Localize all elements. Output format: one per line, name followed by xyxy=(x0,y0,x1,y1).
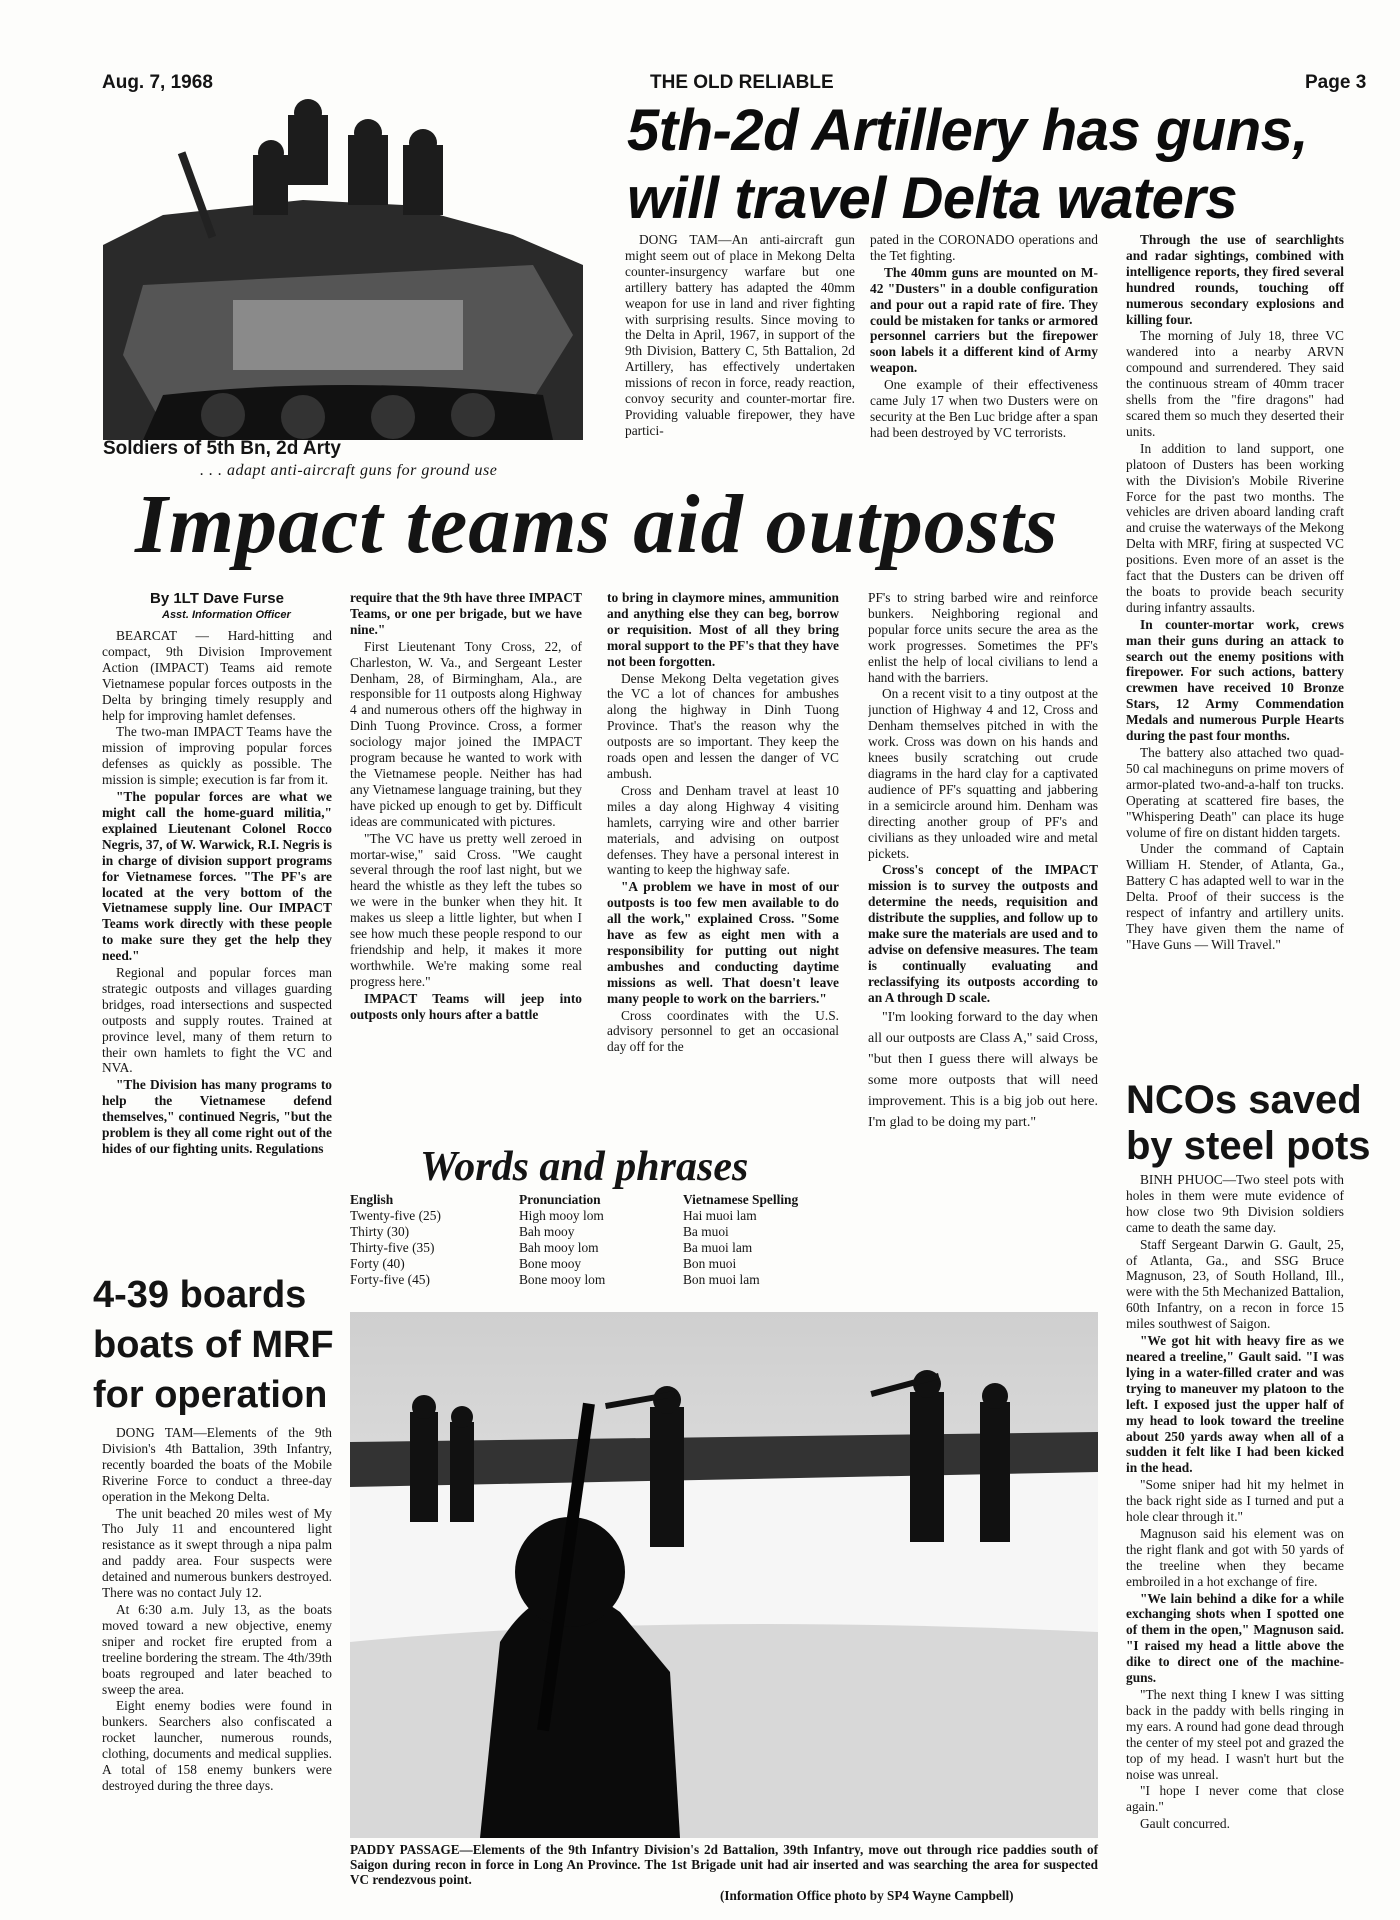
mrf-headline-1: 4-39 boards xyxy=(93,1274,307,1316)
words-cell: Bah mooy lom xyxy=(519,1239,599,1255)
artillery-headline-1: 5th-2d Artillery has guns, xyxy=(627,98,1308,163)
artillery-col3-bold: Through the use of searchlights and radar sightings, combined with intelligence reports, they fired several hundred rounds, touching off numerous secondary explosions and killing four. xyxy=(1126,232,1344,327)
words-cell: High mooy lom xyxy=(519,1207,604,1223)
words-cell: Hai muoi lam xyxy=(683,1207,757,1223)
nco-headline-2: by steel pots xyxy=(1126,1124,1371,1168)
mrf-body xyxy=(102,1425,332,1895)
impact-col4-a: PF's to string barbed wire and reinforce bunkers. Neighboring regional and popular force units secure the area as the work progresses. Sometimes the PF's enlist the help of local civilians to lend a hand with the barriers. xyxy=(868,590,1098,685)
nco-p5: Magnuson said his element was on the right flank and got with 50 yards of the treeline when they became embroiled in a hot exchange of fire. xyxy=(1126,1525,1344,1589)
nco-p1: BINH PHUOC—Two steel pots with holes in them were mute evidence of how close two 9th Division soldiers came to death the same day. xyxy=(1126,1172,1344,1235)
impact-col4-c: "I'm looking forward to the day when all our outposts are Class A," said Cross, "but then I guess there will always be some more outposts that will need improvement. This is a big job out here. I'm glad to be doing my part." xyxy=(868,1009,1098,1130)
artillery-col3-d: Under the command of Captain William H. Stender, of Atlanta, Ga., Battery C has adapted well to war in the Delta. Proof of their success is the respect of infantry and artillery units. They have given them the name of "Have Guns — Will Travel." xyxy=(1126,841,1344,952)
mrf-p2: The unit beached 20 miles west of My Tho July 11 and encountered light resistance as it swept through a nipa palm and paddy area. Four suspects were detained and numerous bunkers destroyed. There was no contact July 12. xyxy=(102,1505,332,1601)
words-cell: Bah mooy xyxy=(519,1223,575,1239)
impact-col3-bold2: "A problem we have in most of our outposts is too few men available to do all the work," explained Cross. "Some have as few as eight men with a responsibility for putting out night ambushes and conducting daytime missions as well. That doesn't leave many people to work on the barriers." xyxy=(607,879,839,1006)
impact-col2-bold: require that the 9th have three IMPACT Teams, or one per brigade, but we have nine." xyxy=(350,590,582,637)
artillery-col3-bold2: In counter-mortar work, crews man their guns during an attack to search out the enemy positions with firepower. For such actions, battery crewmen have received 10 Bronze Stars, 12 Army Commendation Medals and numerous Purple Hearts during the past four months. xyxy=(1126,616,1344,744)
words-row xyxy=(350,1256,812,1272)
nco-p4: "Some sniper had hit my helmet in the back right side as I turned and put a hole clear through it." xyxy=(1126,1477,1344,1525)
artillery-col1-text: DONG TAM—An anti-aircraft gun might seem out of place in Mekong Delta counter-insurgency warfare but one artillery battery has adapted the 40mm weapon for use in land and river fighting with surprising results. Since moving to the Delta in April, 1967, in support of the 9th Division, Battery C, 5th Battalion, 2d Artillery, has effectively undertaken missions of recon in force, ready reaction, convoy security and counter-mortar fire. Providing valuable firepower, they have partici- xyxy=(625,232,855,438)
mrf-headline-3: for operation xyxy=(93,1374,328,1416)
words-cell: Thirty-five (35) xyxy=(350,1239,435,1255)
artillery-caption-sub: . . . adapt anti-aircraft guns for ground use xyxy=(200,462,498,479)
page-number: Page 3 xyxy=(1305,72,1367,93)
impact-col3-a: Dense Mekong Delta vegetation gives the VC a lot of chances for ambushes along the highway in Dinh Tuong Province. That's the reason why the outposts are so important. They keep the roads open and lessen the danger of VC ambush. xyxy=(607,670,839,781)
impact-col3-c: Cross coordinates with the U.S. advisory personnel to get an occasional day off for the xyxy=(607,1007,839,1055)
impact-col3-b: Cross and Denham travel at least 10 miles a day along Highway 4 visiting hamlets, carrying wire and other barrier materials, and advising on outpost defenses. They have a personal interest in wanting to keep the highway safe. xyxy=(607,782,839,878)
impact-col2-a: First Lieutenant Tony Cross, 22, of Charleston, W. Va., and Sergeant Lester Denham, 28, of Birmingham, Ala., are responsible for 11 outposts along Highway 4 and numerous others off the highway in Dinh Tuong Province. Cross, a former sociology major joined the IMPACT program because he wanted to work with the Vietnamese people. Neither has had any Vietnamese language training, but they have picked up enough to get by. Difficult ideas are communicated with pictures. xyxy=(350,638,582,829)
impact-column-3 xyxy=(607,590,839,1125)
words-title: Words and phrases xyxy=(420,1144,749,1190)
nco-p9: Gault concurred. xyxy=(1140,1816,1230,1832)
issue-date: Aug. 7, 1968 xyxy=(102,72,213,93)
impact-col2-b: "The VC have us pretty well zeroed in mortar-wise," said Cross. "We caught several through the roof last night, but we heard the whistle as they left the tubes so we were in the bunker when they hit. It makes us sleep a little lighter, but when I see how much these people respond to our friendship and help, it makes it more worthwhile. We're making some real progress here." xyxy=(350,830,582,989)
words-cell: Bon muoi xyxy=(683,1255,737,1271)
impact-col1-bold: "The popular forces are what we might call the home-guard militia," explained Lieutenant Colonel Rocco Negris, 37, of W. Warwick, R.I. Negris is in charge of division support programs for Vietnamese forces. "The PF's are located at the very bottom of the Vietnamese supply line. Our IMPACT Teams work directly with these people to make sure they get the help they need." xyxy=(102,789,332,964)
artillery-col2-text-b: One example of their effectiveness came July 17 when two Dusters were on security at the Ben Luc bridge after a span had been destroyed by VC terrorists. xyxy=(870,377,1098,440)
impact-column-4 xyxy=(868,590,1098,1310)
words-row xyxy=(350,1224,812,1240)
artillery-column-2 xyxy=(870,232,1098,484)
nco-p3: "We got hit with heavy fire as we neared a treeline," Gault said. "I was lying in a water-filled crater and was trying to maneuver my platoon to the left. I exposed just the upper half of my head to look toward the treeline about 250 yards away when all of a sudden it felt like I had been kicked in the head. xyxy=(1126,1333,1344,1476)
artillery-col3-a: The morning of July 18, three VC wandered into a nearby ARVN compound and surrendered. They said the continuous stream of 40mm tracer shells from the "fire dragons" had scared them so much they deserted their units. xyxy=(1126,328,1344,439)
artillery-photo-image xyxy=(103,95,583,440)
paddy-photo-credit: (Information Office photo by SP4 Wayne Campbell) xyxy=(720,1888,1014,1903)
impact-col1-a: BEARCAT — Hard-hitting and compact, 9th Division Improvement Action (IMPACT) Teams aid remote Vietnamese popular forces outposts in the Delta by bringing timely resupply and help for improving hamlet defenses. xyxy=(102,628,332,723)
words-row xyxy=(350,1208,812,1224)
words-cell: Forty (40) xyxy=(350,1255,405,1271)
impact-col1-c: Regional and popular forces man strategic outposts and villages guarding bridges, road intersections and suspected outposts and supply routes. Trained at province level, many of them return to their own hamlets to fight the VC and NVA. xyxy=(102,965,332,1076)
artillery-col2-text: pated in the CORONADO operations and the Tet fighting. xyxy=(870,232,1098,263)
impact-byline: By 1LT Dave Furse xyxy=(150,590,284,607)
impact-col3-bold: to bring in claymore mines, ammunition and anything else they can beg, borrow or requisition. Most of all they bring moral support to the PF's that they have not been forgotten. xyxy=(607,590,839,669)
masthead: THE OLD RELIABLE xyxy=(650,72,834,93)
nco-p6: "We lain behind a dike for a while exchanging shots when I spotted one of them in the open," Magnuson said. "I raised my head a little above the dike to direct one of the machine-guns. xyxy=(1126,1590,1344,1686)
mrf-headline-2: boats of MRF xyxy=(93,1324,334,1366)
words-header-vietnamese: Vietnamese Spelling xyxy=(683,1192,799,1207)
mrf-p4: Eight enemy bodies were found in bunkers. Searchers also confiscated a rocket launcher, numerous rounds, clothing, documents and medical supplies. A total of 158 enemy bunkers were destroyed during the three days. xyxy=(102,1698,332,1793)
artillery-col2-bold: The 40mm guns are mounted on M-42 "Dusters" in a double configuration and pour out a rapid rate of fire. They could be mistaken for tanks or armored personnel carriers but the firepower soon labels it a different kind of Army weapon. xyxy=(870,264,1098,376)
impact-column-1 xyxy=(102,628,332,1258)
nco-p2: Staff Sergeant Darwin G. Gault, 25, of Atlanta, Ga., and SSG Bruce Magnuson, 23, of South Holland, Ill., were with the 5th Mechanized Battalion, 60th Infantry, on a recon in force 15 miles southwest of Saigon. xyxy=(1126,1236,1344,1332)
impact-col2-bold2: IMPACT Teams will jeep into outposts only hours after a battle xyxy=(350,990,582,1022)
paddy-photo xyxy=(350,1312,1098,1838)
mrf-p1: DONG TAM—Elements of the 9th Division's 4th Battalion, 39th Infantry, recently boarded the boats of the Mobile Riverine Force to conduct a three-day operation in the Mekong Delta. xyxy=(102,1425,332,1504)
artillery-col3-b: In addition to land support, one platoon of Dusters has been working with the Division's Mobile Riverine Force for the past two months. The vehicles are driven aboard landing craft and cruise the waterways of the Mekong Delta with MRF, firing at suspected VC positions. Even more of an asset is the fact that the Dusters can be driven off the boats to provide beach security during infantry assaults. xyxy=(1126,440,1344,615)
impact-column-2 xyxy=(350,590,582,1125)
impact-col1-b: The two-man IMPACT Teams have the mission of improving popular forces defenses as quickly as possible. The mission is simple; execution is far from it. xyxy=(102,724,332,788)
words-header-english: English xyxy=(350,1192,394,1207)
words-row xyxy=(350,1240,812,1256)
words-header-pronunciation: Pronunciation xyxy=(519,1192,601,1207)
mrf-p3: At 6:30 a.m. July 13, as the boats moved toward a new objective, enemy sniper and rocket fire erupted from a treeline bordering the stream. The 4th/39th boats regrouped and later beached to sweep the area. xyxy=(102,1601,332,1697)
words-cell: Ba muoi lam xyxy=(683,1239,753,1255)
words-cell: Thirty (30) xyxy=(350,1223,410,1239)
words-row xyxy=(350,1272,812,1288)
words-cell: Twenty-five (25) xyxy=(350,1207,441,1223)
artillery-headline-2: will travel Delta waters xyxy=(627,166,1238,231)
impact-col4-bold: Cross's concept of the IMPACT mission is to survey the outposts and determine the needs, requisition and distribute the supplies, and follow up to make sure the materials are used and to advise on defensive measures. The team is continually evaluating and reclassifying its outposts according to an A through D scale. xyxy=(868,862,1098,1005)
words-cell: Bone mooy lom xyxy=(519,1271,606,1287)
words-table xyxy=(350,1192,812,1287)
nco-headline-1: NCOs saved xyxy=(1126,1078,1362,1122)
nco-p8: "I hope I never come that close again." xyxy=(1126,1783,1344,1815)
artillery-column-1 xyxy=(625,232,855,484)
nco-p7: "The next thing I knew I was sitting back in the paddy with bells ringing in my ears. A round had gone dead through the center of my steel pot and grazed the top of my head. I wasn't hurt but the noise was unreal. xyxy=(1126,1687,1344,1782)
paddy-caption: PADDY PASSAGE—Elements of the 9th Infantry Division's 2d Battalion, 39th Infantry, move out through rice paddies south of Saigon during recon in force in Long An Province. The 1st Brigade unit had air inserted and was searching the area for suspected VC rendezvous point. xyxy=(350,1842,1098,1887)
nco-body xyxy=(1126,1172,1344,1892)
impact-col4-b: On a recent visit to a tiny outpost at the junction of Highway 4 and 12, Cross and Denham themselves pitched in with the work. Cross was down on his hands and knees busily scratching out crude diagrams in the hard clay for a captivated audience of PF's squatting and jabbering in a semicircle around him. Denham was directing another group of PF's and civilians as they unloaded wire and metal pickets. xyxy=(868,686,1098,861)
words-cell: Forty-five (45) xyxy=(350,1271,430,1287)
paddy-photo-image xyxy=(350,1312,1098,1838)
impact-headline: Impact teams aid outposts xyxy=(135,478,1059,571)
artillery-col3-c: The battery also attached two quad-50 cal machineguns on prime movers of armor-plated two-and-a-half ton trucks. Operating at scattered fire bases, the "Whispering Death" can place its huge volume of fire on distant hidden targets. xyxy=(1126,745,1344,840)
words-cell: Ba muoi xyxy=(683,1223,729,1239)
artillery-caption-title: Soldiers of 5th Bn, 2d Arty xyxy=(103,438,341,459)
words-cell: Bon muoi lam xyxy=(683,1271,760,1287)
words-cell: Bone mooy xyxy=(519,1255,582,1271)
artillery-column-3 xyxy=(1126,232,1344,1068)
impact-byline-title: Asst. Information Officer xyxy=(162,609,291,621)
artillery-photo xyxy=(103,95,583,440)
impact-col1-bold2: "The Division has many programs to help the Vietnamese defend themselves," continued Negris, "but the problem is they all come right out of the hides of our fighting units. Regulations xyxy=(102,1077,332,1156)
